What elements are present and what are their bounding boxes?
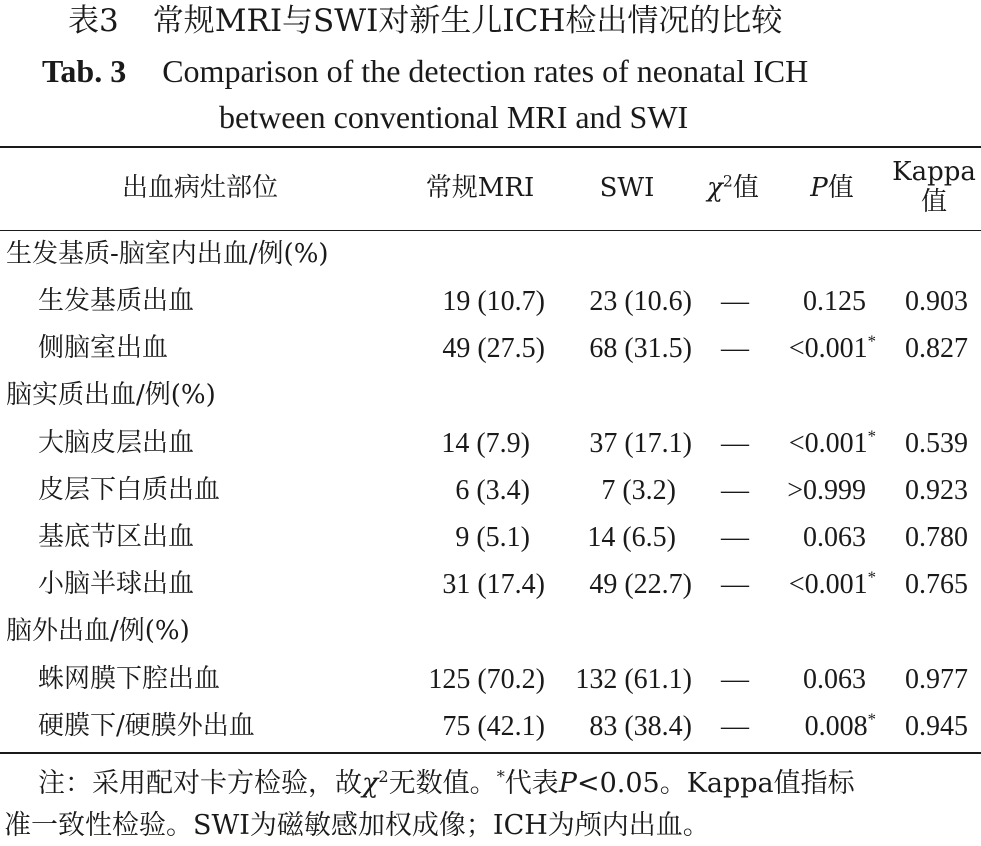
row-chi-value: —	[721, 569, 749, 600]
row-p-number: <0.001	[788, 428, 868, 459]
row-chi-value: —	[721, 428, 749, 459]
header-chi-suffix: 值	[732, 173, 759, 203]
row-swi-value: 49 (22.7)	[589, 569, 692, 600]
row-mri-value: 6 (3.4)	[455, 475, 530, 506]
header-site: 出血病灶部位	[121, 173, 278, 203]
row-p-value	[760, 524, 866, 552]
header-p-value	[787, 175, 877, 201]
footnote-text-c: 代表	[504, 768, 559, 799]
table-footnote-line1	[38, 767, 855, 799]
table-group-label: 脑实质出血/例(%)	[6, 380, 216, 410]
row-kappa-value: 0.903	[905, 286, 968, 317]
row-kappa-value: 0.977	[905, 664, 968, 695]
row-p-mark: *	[867, 426, 876, 446]
row-mri-value: 14 (7.9)	[441, 428, 530, 459]
table-caption-cn: 常规MRI与SWI对新生儿ICH检出情况的比较	[152, 3, 783, 39]
row-p-value	[760, 666, 866, 694]
row-swi-value: 132 (61.1)	[575, 664, 692, 695]
header-chi-square	[693, 172, 773, 203]
row-label: 大脑皮层出血	[38, 428, 195, 458]
row-p-number: <0.001	[788, 569, 868, 600]
row-kappa-value: 0.827	[905, 333, 968, 364]
footnote-text-d: <0.05。Kappa值指标	[576, 768, 855, 799]
row-swi-value: 83 (38.4)	[589, 711, 692, 742]
row-label: 硬膜下/硬膜外出血	[38, 711, 255, 741]
header-p-symbol: P	[810, 173, 828, 203]
row-p-value	[760, 426, 876, 459]
header-chi-superscript: 2	[722, 172, 733, 191]
row-kappa-value: 0.923	[905, 475, 968, 506]
row-mri-value: 125 (70.2)	[428, 664, 545, 695]
footnote-text-b: 无数值。	[388, 768, 497, 799]
table-title-en	[42, 55, 808, 87]
row-mri-value: 9 (5.1)	[455, 522, 530, 553]
row-chi-value: —	[721, 522, 749, 553]
row-mri-value: 75 (42.1)	[442, 711, 545, 742]
table-group-label: 脑外出血/例(%)	[6, 616, 190, 646]
table-footnote-line2: 准一致性检验。SWI为磁敏感加权成像；ICH为颅内出血。	[4, 810, 710, 841]
footnote-text-a: 注：采用配对卡方检验，故	[38, 768, 362, 799]
table-top-rule	[0, 146, 981, 148]
row-swi-value: 68 (31.5)	[589, 333, 692, 364]
row-chi-value: —	[721, 711, 749, 742]
row-label: 小脑半球出血	[38, 569, 195, 599]
row-chi-value: —	[721, 475, 749, 506]
row-label: 生发基质出血	[38, 286, 195, 316]
row-mri-value: 19 (10.7)	[442, 286, 545, 317]
header-conventional-mri: 常规MRI	[425, 173, 535, 203]
table-label-cn: 表3	[68, 3, 119, 39]
row-p-value	[760, 288, 866, 316]
row-p-number: 0.125	[803, 286, 866, 317]
row-chi-value: —	[721, 333, 749, 364]
row-swi-value: 37 (17.1)	[589, 428, 692, 459]
row-chi-value: —	[721, 286, 749, 317]
row-swi-value: 14 (6.5)	[587, 522, 676, 553]
row-swi-value: 23 (10.6)	[589, 286, 692, 317]
table-caption-en-line2: between conventional MRI and SWI	[219, 99, 689, 135]
header-p-suffix: 值	[827, 173, 854, 203]
row-kappa-value: 0.765	[905, 569, 968, 600]
header-swi: SWI	[599, 173, 655, 203]
table-bottom-rule	[0, 752, 981, 754]
row-kappa-value: 0.780	[905, 522, 968, 553]
table-label-en: Tab. 3	[42, 53, 127, 89]
row-p-number: >0.999	[787, 475, 866, 506]
row-p-mark: *	[867, 331, 876, 351]
row-p-value	[760, 477, 866, 505]
row-p-number: 0.008	[804, 711, 868, 742]
header-kappa-line1: Kappa	[892, 157, 976, 187]
row-p-number: 0.063	[803, 664, 866, 695]
row-p-value	[760, 567, 876, 600]
header-kappa	[888, 157, 980, 217]
header-kappa-line2: 值	[920, 187, 947, 217]
row-kappa-value: 0.539	[905, 428, 968, 459]
table-group-label: 生发基质-脑室内出血/例(%)	[6, 239, 329, 269]
row-mri-value: 49 (27.5)	[442, 333, 545, 364]
row-p-mark: *	[867, 709, 876, 729]
table-caption-en-line1: Comparison of the detection rates of neonatal ICH	[162, 53, 809, 89]
footnote-star: *	[496, 767, 505, 786]
row-p-number: 0.063	[803, 522, 866, 553]
row-label: 基底节区出血	[38, 522, 195, 552]
row-p-number: <0.001	[788, 333, 868, 364]
row-p-value	[760, 709, 876, 742]
row-label: 皮层下白质出血	[38, 475, 221, 505]
row-label: 侧脑室出血	[38, 333, 169, 363]
table-header-rule	[0, 230, 981, 231]
footnote-chi-superscript: 2	[378, 767, 389, 786]
row-chi-value: —	[721, 664, 749, 695]
row-p-value	[760, 331, 876, 364]
row-swi-value: 7 (3.2)	[601, 475, 676, 506]
header-chi-symbol: χ	[707, 173, 723, 203]
row-label: 蛛网膜下腔出血	[38, 664, 221, 694]
footnote-chi-symbol: χ	[362, 768, 379, 799]
table-title-cn	[68, 3, 783, 39]
row-kappa-value: 0.945	[905, 711, 968, 742]
row-mri-value: 31 (17.4)	[442, 569, 545, 600]
row-p-mark: *	[867, 567, 876, 587]
footnote-p-symbol: P	[558, 768, 577, 799]
